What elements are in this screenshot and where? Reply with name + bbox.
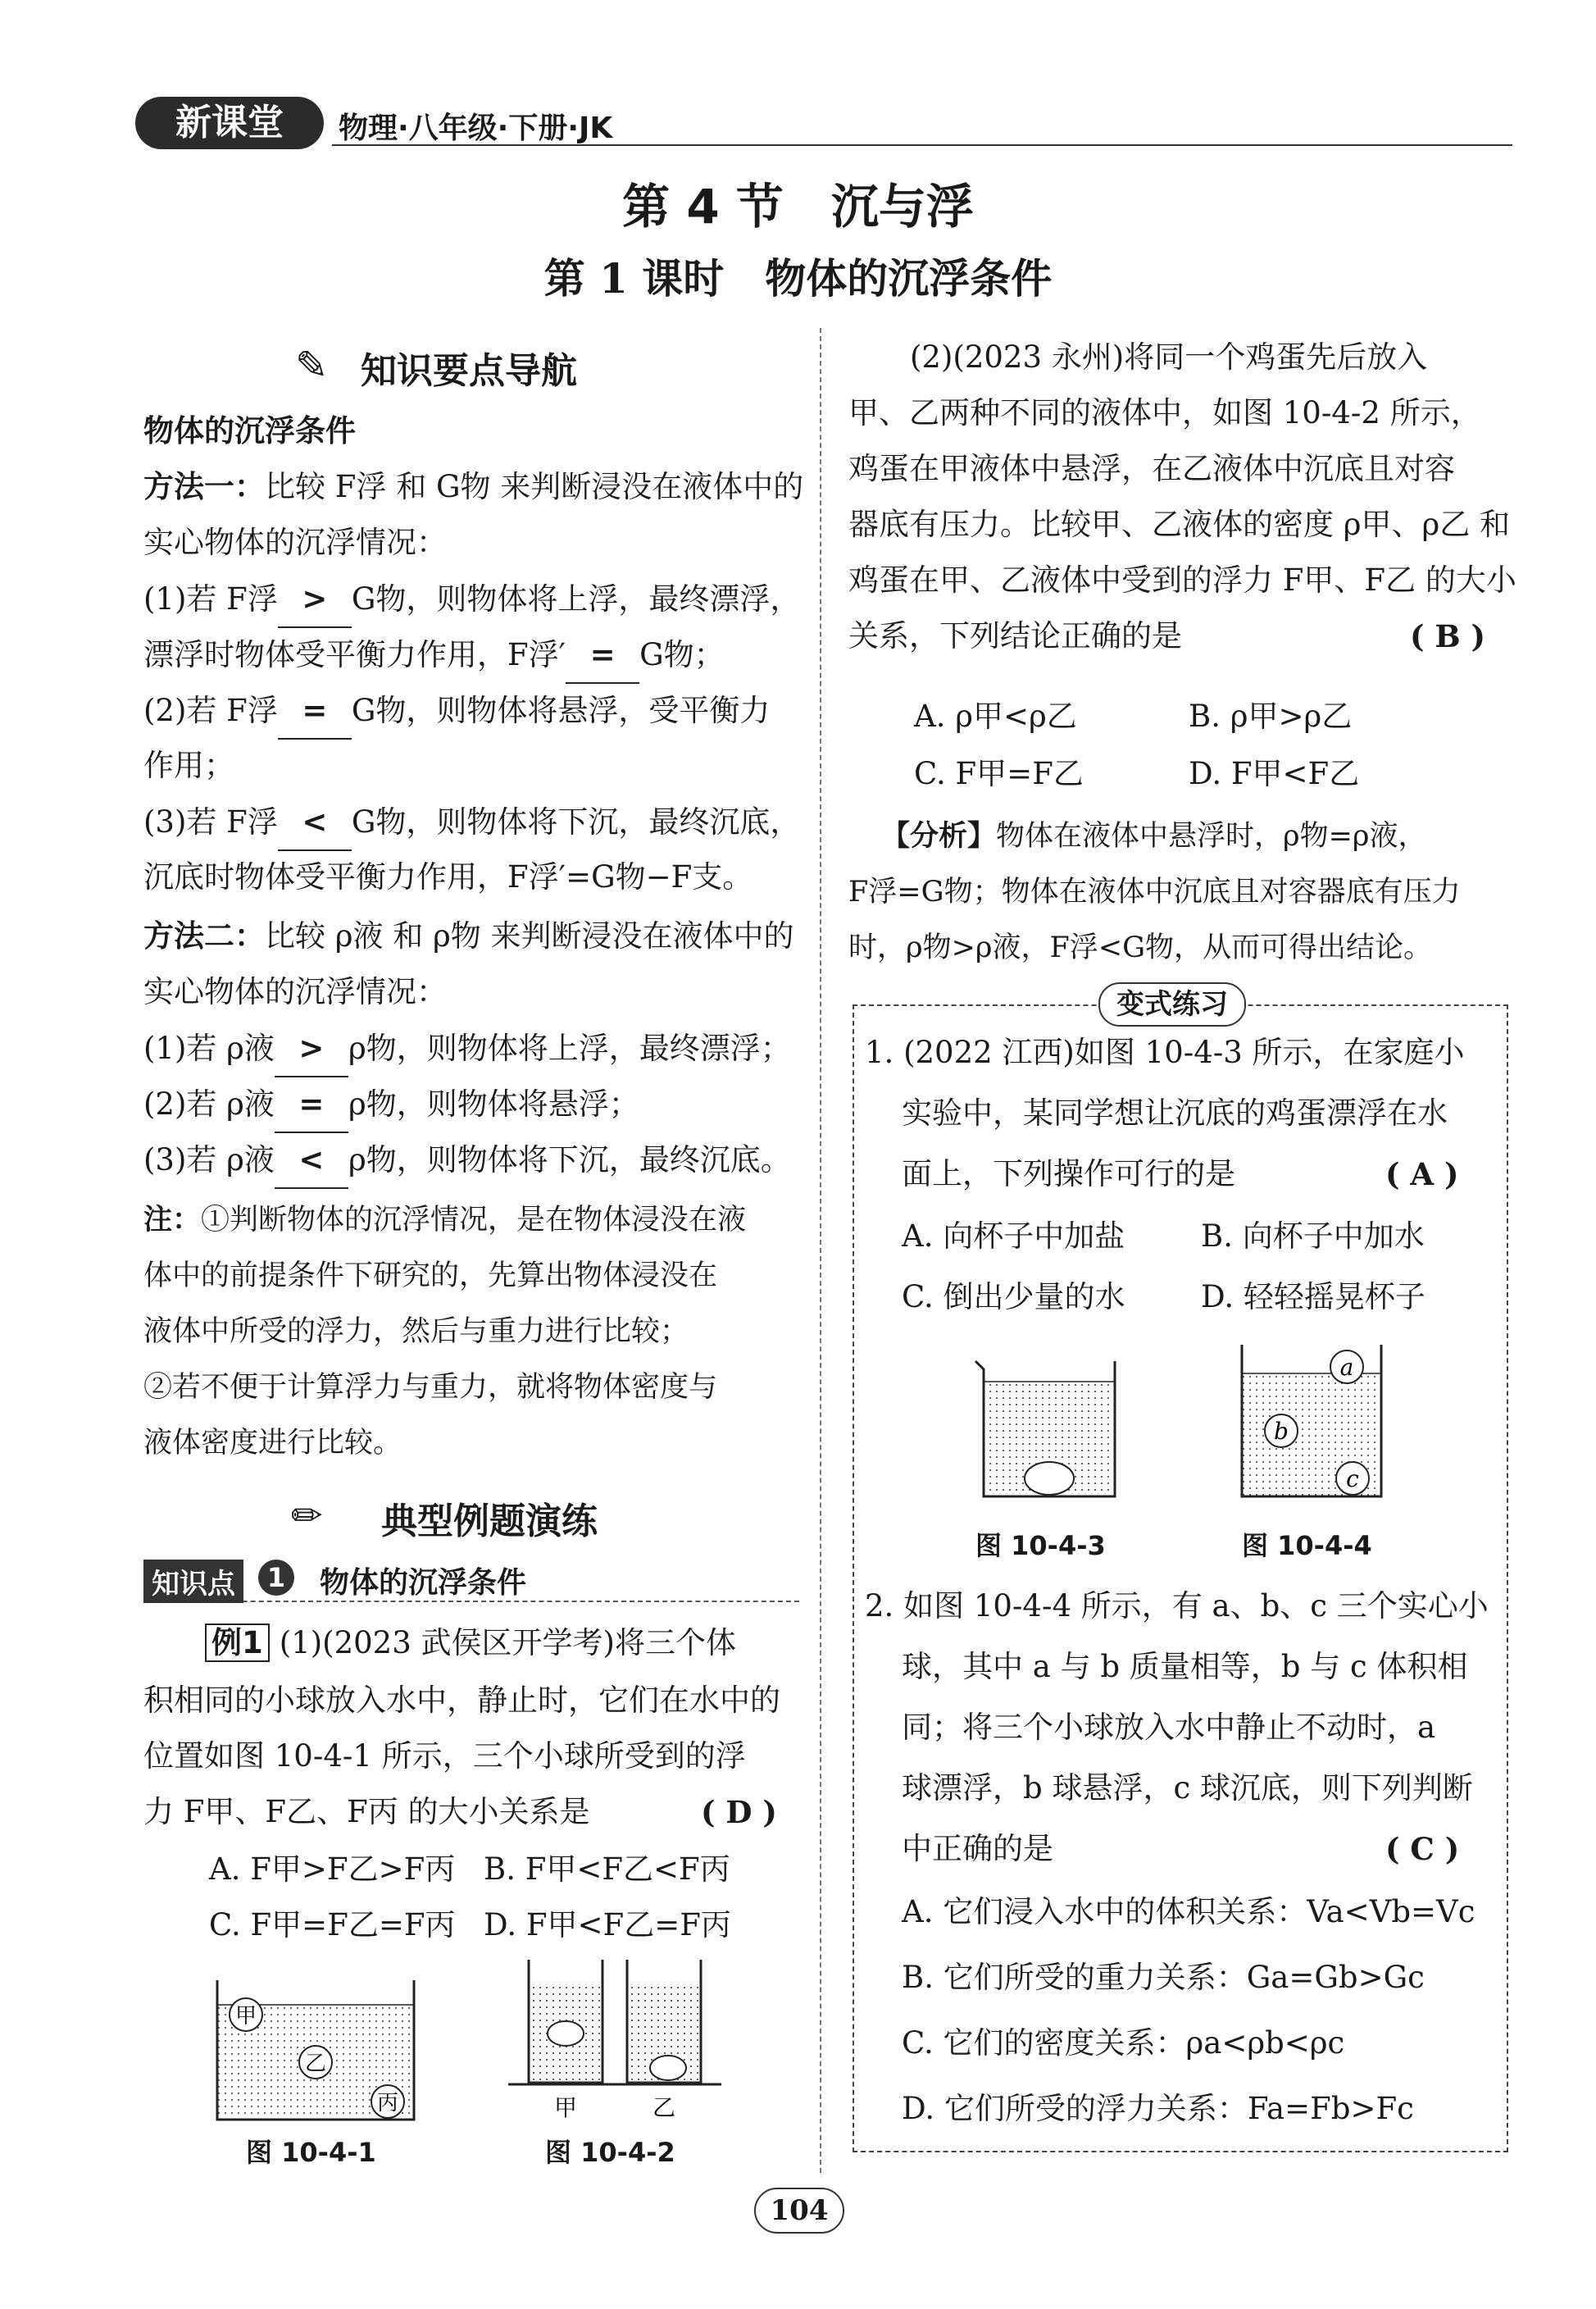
example-label: 例1 [205, 1624, 270, 1662]
figure-10-4-4 [1234, 1341, 1389, 1505]
figure-10-4-1-caption: 图 10-4-1 [246, 2137, 376, 2168]
q2-option-c: C. 它们的密度关系：ρa<ρb<ρc [902, 2025, 1345, 2061]
q2-option-b: B. 它们所受的重力关系：Ga=Gb>Gc [902, 1960, 1425, 1995]
ball-bing-label: 丙 [376, 2091, 399, 2115]
figure-10-4-2-caption: 图 10-4-2 [545, 2137, 675, 2168]
example1-option-d: D. F甲<F乙=F丙 [484, 1907, 731, 1942]
q2-answer: ( C ) [1385, 1831, 1460, 1867]
figure-10-4-2 [504, 1951, 725, 2124]
point-number: 1 [258, 1560, 294, 1596]
note-line4: ②若不便于计算浮力与重力，就将物体密度与 [143, 1371, 718, 1404]
point-title: 物体的沉浮条件 [320, 1566, 527, 1600]
pencil-icon: ✏ [291, 1493, 323, 1537]
beaker-yi-label: 乙 [652, 2094, 676, 2121]
q1-option-a: A. 向杯子中加盐 [902, 1218, 1125, 1254]
example1-answer: ( D ) [701, 1794, 777, 1830]
note-line2: 体中的前提条件下研究的，先算出物体浸没在 [143, 1259, 718, 1292]
knowledge-point-bar [143, 1556, 799, 1602]
method2-item3: (3)若 ρ液 < ρ物，则物体将下沉，最终沉底。 [143, 1132, 791, 1189]
method1-item2: (2)若 F浮 = G物，则物体将悬浮，受平衡力 [143, 682, 770, 740]
method1-item1: (1)若 F浮 > G物，则物体将上浮，最终漂浮， [143, 571, 800, 628]
section-title: 第 4 节 沉与浮 [622, 179, 974, 235]
q1-answer: ( A ) [1385, 1156, 1459, 1192]
example2-option-b: B. ρ甲>ρ乙 [1189, 699, 1353, 734]
q1-option-c: C. 倒出少量的水 [902, 1279, 1125, 1314]
method1-item2-cont: 作用； [143, 748, 234, 783]
note-line3: 液体中所受的浮力，然后与重力进行比较； [143, 1315, 689, 1348]
book-icon: ✎ [295, 343, 329, 389]
q2-option-a: A. 它们浸入水中的体积关系：Va<Vb=Vc [902, 1894, 1476, 1929]
ball-a-label: a [1339, 1354, 1354, 1381]
figure-10-4-1 [209, 1972, 422, 2128]
example2-option-a: A. ρ甲<ρ乙 [914, 699, 1077, 734]
q2-line4: 球漂浮，b 球悬浮，c 球沉底，则下列判断 [902, 1770, 1473, 1806]
q2-line2: 球，其中 a 与 b 质量相等，b 与 c 体积相 [902, 1649, 1468, 1684]
lesson-title: 第 1 课时 物体的沉浮条件 [543, 254, 1053, 303]
method1-line1: 方法一：比较 F浮 和 G物 来判断浸没在液体中的 [143, 469, 804, 504]
knowledge-title: 知识要点导航 [361, 350, 577, 392]
q2-option-d: D. 它们所受的浮力关系：Fa=Fb>Fc [902, 2091, 1414, 2126]
example1-option-b: B. F甲<F乙<F丙 [484, 1851, 730, 1887]
figure-10-4-3 [967, 1349, 1131, 1505]
header [135, 90, 1512, 156]
figure-10-4-4-caption: 图 10-4-4 [1242, 1530, 1372, 1561]
example2-option-d: D. F甲<F乙 [1189, 756, 1360, 791]
logo: 新课堂 [135, 97, 324, 149]
method1-line2: 实心物体的沉浮情况： [143, 525, 447, 560]
example2-line2: 甲、乙两种不同的液体中，如图 10-4-2 所示， [848, 395, 1481, 430]
method2-line1: 方法二：比较 ρ液 和 ρ物 来判断浸没在液体中的 [143, 918, 794, 954]
example2-line4: 器底有压力。比较甲、乙液体的密度 ρ甲、ρ乙 和 [848, 507, 1511, 542]
figure-10-4-3-caption: 图 10-4-3 [975, 1530, 1106, 1561]
example1-line1: 例1 (1)(2023 武侯区开学考)将三个体 [205, 1615, 736, 1671]
method2-line2: 实心物体的沉浮情况： [143, 974, 447, 1009]
note-line1: 注：①判断物体的沉浮情况，是在物体浸没在液 [143, 1204, 747, 1236]
example2-line5: 鸡蛋在甲、乙液体中受到的浮力 F甲、F乙 的大小 [848, 562, 1516, 598]
method1-item1-cont: 漂浮时物体受平衡力作用，F浮′ = G物； [143, 626, 725, 684]
analysis-line2: F浮=G物；物体在液体中沉底且对容器底有压力 [848, 876, 1461, 909]
variant-heading: 变式练习 [1098, 982, 1246, 1027]
method2-item1: (1)若 ρ液 > ρ物，则物体将上浮，最终漂浮； [143, 1020, 791, 1077]
page-number: 104 [754, 2188, 844, 2234]
book-info: 物理·八年级·下册·JK [339, 112, 613, 145]
method2-item2: (2)若 ρ液 = ρ物，则物体将悬浮； [143, 1076, 639, 1133]
analysis-line1: 【分析】物体在液体中悬浮时，ρ物=ρ液， [881, 820, 1427, 853]
q1-line1: 1. (2022 江西)如图 10-4-3 所示，在家庭小 [865, 1035, 1465, 1070]
q2-line3: 同；将三个小球放入水中静止不动时，a [902, 1710, 1436, 1745]
q1-option-d: D. 轻轻摇晃杯子 [1201, 1279, 1425, 1314]
column-divider [820, 328, 821, 2173]
topic-title: 物体的沉浮条件 [143, 413, 356, 449]
header-rule [332, 144, 1512, 146]
ball-b-label: b [1274, 1418, 1289, 1445]
example2-answer: ( B ) [1410, 618, 1486, 654]
q1-line2: 实验中，某同学想让沉底的鸡蛋漂浮在水 [902, 1095, 1448, 1131]
method1-item3-cont: 沉底时物体受平衡力作用，F浮′=G物−F支。 [143, 859, 753, 895]
example2-line3: 鸡蛋在甲液体中悬浮，在乙液体中沉底且对容 [848, 451, 1455, 486]
example1-line3: 位置如图 10-4-1 所示，三个小球所受到的浮 [143, 1738, 746, 1774]
q2-line5: 中正确的是 [902, 1831, 1053, 1866]
examples-title: 典型例题演练 [381, 1501, 598, 1542]
q1-option-b: B. 向杯子中加水 [1201, 1218, 1425, 1254]
analysis-line3: 时，ρ物>ρ液，F浮<G物，从而可得出结论。 [848, 931, 1433, 964]
ball-yi-label: 乙 [304, 2052, 327, 2076]
beaker-jia-label: 甲 [553, 2094, 578, 2121]
example1-line4: 力 F甲、F乙、F丙 的大小关系是 [143, 1794, 590, 1829]
ball-c-label: c [1346, 1465, 1359, 1492]
example1-option-c: C. F甲=F乙=F丙 [209, 1907, 456, 1942]
example1-option-a: A. F甲>F乙>F丙 [209, 1851, 456, 1887]
example2-line1: (2)(2023 永州)将同一个鸡蛋先后放入 [910, 339, 1428, 375]
note-line5: 液体密度进行比较。 [143, 1427, 402, 1460]
ball-jia-label: 甲 [234, 2004, 257, 2029]
q2-line1: 2. 如图 10-4-4 所示，有 a、b、c 三个实心小 [865, 1588, 1489, 1624]
method1-item3: (3)若 F浮 < G物，则物体将下沉，最终沉底， [143, 794, 800, 851]
example2-option-c: C. F甲=F乙 [914, 756, 1084, 791]
point-tag: 知识点 [143, 1560, 243, 1603]
q1-line3: 面上，下列操作可行的是 [902, 1156, 1235, 1191]
examples-heading [291, 1488, 668, 1541]
example1-line2: 积相同的小球放入水中，静止时，它们在水中的 [143, 1683, 780, 1718]
example2-line6: 关系，下列结论正确的是 [848, 618, 1182, 654]
knowledge-heading [295, 338, 639, 390]
